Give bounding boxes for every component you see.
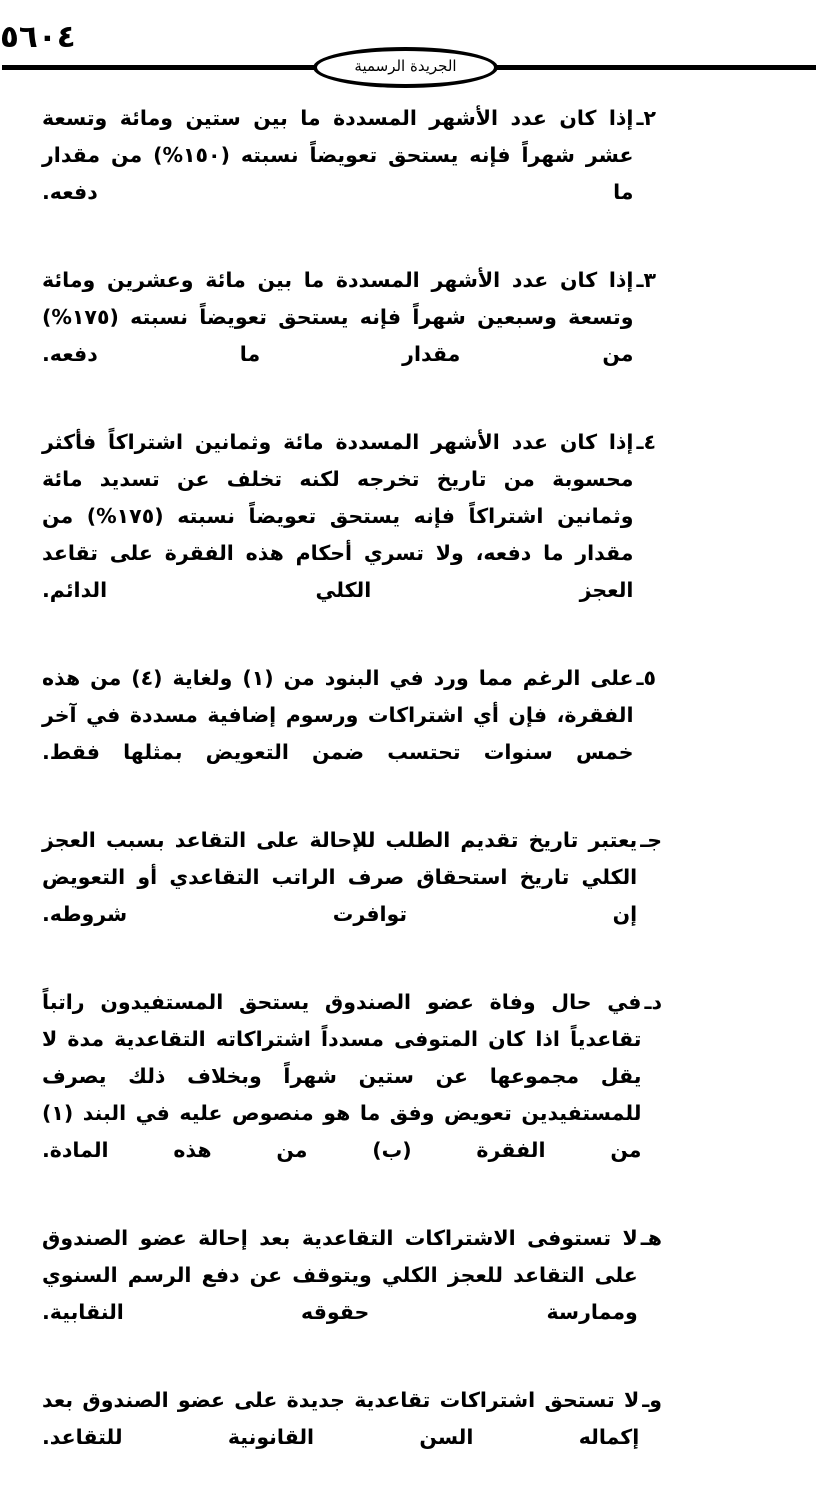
clause-text: لا تستحق اشتراكات تقاعدية جديدة على عضو الصندوق بعد إكماله السن القانونية للتقاعد. xyxy=(42,1388,640,1449)
clause-paragraph xyxy=(42,424,656,646)
page-number-value: ٥٦٠٤ xyxy=(0,19,76,55)
gazette-badge-label: الجريدة الرسمية xyxy=(354,57,457,75)
clause-paragraph xyxy=(42,100,656,248)
clause-text: في حال وفاة عضو الصندوق يستحق المستفيدون راتباً تقاعدياً اذا كان المتوفى مسدداً اشتراكاته التقاعدية مدة لا يقل مجموعها عن ستين شهراً وبخلاف ذلك يصرف للمستفيدين تعويض وفق ما هو منصوص عليه في البند (١) من الفقرة (ب) من هذه المادة. xyxy=(42,990,642,1162)
clause-marker: هـ xyxy=(640,1226,662,1250)
clause-text: إذا كان عدد الأشهر المسددة ما بين ستين ومائة وتسعة عشر شهراً فإنه يستحق تعويضاً نسبته (١٥٠%) من مقدار ما دفعه. xyxy=(42,106,634,204)
clause-text: لا تستوفى الاشتراكات التقاعدية بعد إحالة عضو الصندوق على التقاعد للعجز الكلي ويتوقف عن دفع الرسم السنوي وممارسة حقوقه النقابية. xyxy=(42,1226,638,1324)
clause-text: على الرغم مما ورد في البنود من (١) ولغاية (٤) من هذه الفقرة، فإن أي اشتراكات ورسوم إضافية مسددة في آخر خمس سنوات تحتسب ضمن التعويض بمثلها فقط. xyxy=(42,666,634,764)
clause-paragraph xyxy=(42,1382,662,1493)
clause-text: يعتبر تاريخ تقديم الطلب للإحالة على التقاعد بسبب العجز الكلي تاريخ استحقاق صرف الراتب التقاعدي أو التعويض إن توافرت شروطه. xyxy=(42,828,638,926)
clause-paragraph xyxy=(42,262,656,410)
clause-paragraph xyxy=(42,1220,662,1368)
gazette-badge xyxy=(313,47,498,88)
clause-marker: دـ xyxy=(644,990,662,1014)
clause-marker: ٢ـ xyxy=(636,106,656,130)
clause-marker: ٣ـ xyxy=(636,268,656,292)
clause-marker: ٥ـ xyxy=(636,666,656,690)
clause-paragraph xyxy=(42,660,656,808)
clause-paragraph xyxy=(42,984,662,1206)
clause-text: إذا كان عدد الأشهر المسددة ما بين مائة وعشرين ومائة وتسعة وسبعين شهراً فإنه يستحق تعويضاً نسبته (١٧٥%) من مقدار ما دفعه. xyxy=(42,268,634,366)
clause-text: إذا كان عدد الأشهر المسددة مائة وثمانين اشتراكاً فأكثر محسوبة من تاريخ تخرجه لكنه تخلف عن تسديد مائة وثمانين اشتراكاً فإنه يستحق تعويضاً نسبته (١٧٥%) من مقدار ما دفعه، ولا تسري أحكام هذه الفقرة على تقاعد العجز الكلي الدائم. xyxy=(42,430,634,602)
clause-marker: ٤ـ xyxy=(636,430,656,454)
page-header xyxy=(0,0,824,96)
clause-marker: وـ xyxy=(642,1388,662,1412)
document-body xyxy=(0,100,824,1507)
clause-paragraph xyxy=(42,822,662,970)
clause-marker: جـ xyxy=(640,828,662,852)
